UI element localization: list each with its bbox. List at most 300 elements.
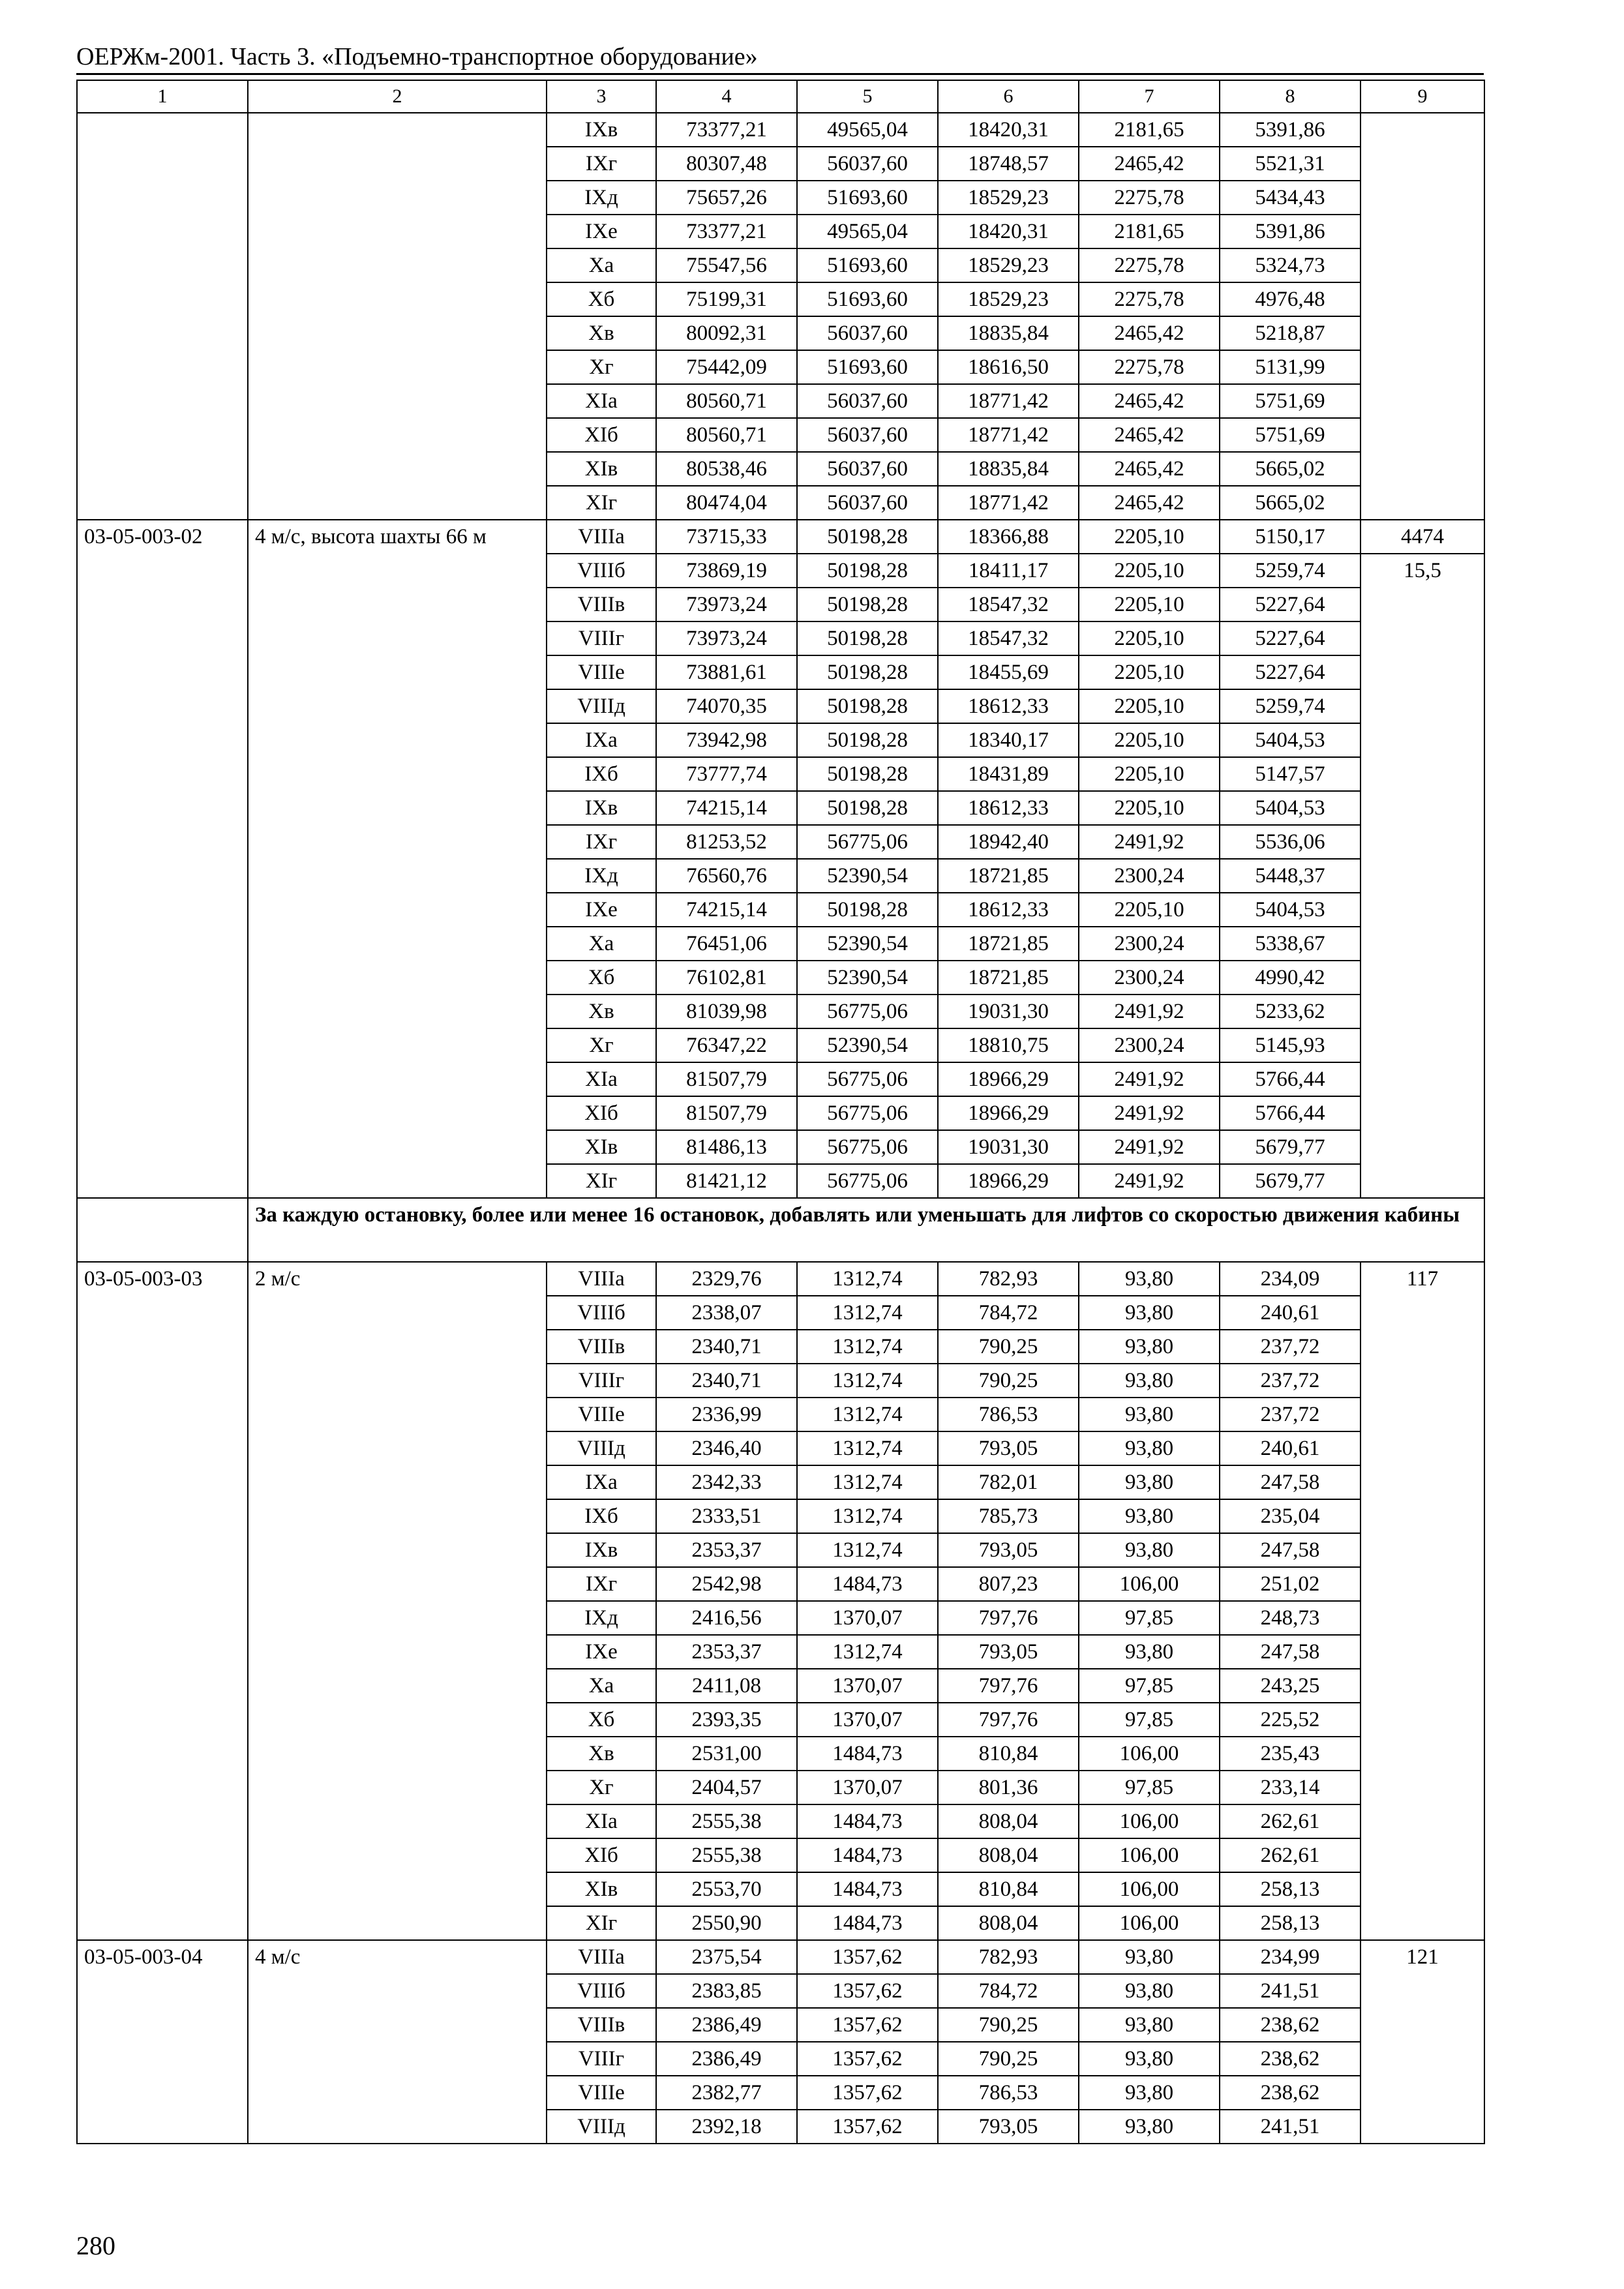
value-cell: 1370,07 [797,1771,938,1804]
value-cell: 2205,10 [1079,520,1220,554]
class-cell: VIIIе [547,2076,656,2110]
value-cell: 240,61 [1220,1431,1361,1465]
value-cell: 18810,75 [938,1028,1079,1062]
value-cell: 1312,74 [797,1330,938,1364]
value-cell: 784,72 [938,1296,1079,1330]
value-cell: 2336,99 [656,1398,797,1431]
column-number-cell: 3 [547,80,656,113]
value-cell: 233,14 [1220,1771,1361,1804]
class-cell: VIIIд [547,1431,656,1465]
table-row [77,113,1484,147]
value-cell: 50198,28 [797,655,938,689]
value-cell: 2205,10 [1079,791,1220,825]
description-cell: 4 м/с [248,1940,547,2144]
value-cell: 2553,70 [656,1872,797,1906]
value-cell: 1370,07 [797,1669,938,1703]
value-cell: 786,53 [938,2076,1079,2110]
value-cell: 56037,60 [797,418,938,452]
value-cell: 2340,71 [656,1364,797,1398]
description-cell: 4 м/с, высота шахты 66 м [248,520,547,1198]
class-cell: Xб [547,961,656,995]
value-cell: 238,62 [1220,2008,1361,2042]
col9-cell: 117 [1361,1262,1484,1940]
value-cell: 1312,74 [797,1364,938,1398]
value-cell: 2491,92 [1079,1130,1220,1164]
code-cell: 03-05-003-02 [77,520,248,1198]
value-cell: 5150,17 [1220,520,1361,554]
value-cell: 18529,23 [938,248,1079,282]
value-cell: 5751,69 [1220,384,1361,418]
value-cell: 106,00 [1079,1872,1220,1906]
value-cell: 2205,10 [1079,689,1220,723]
value-cell: 50198,28 [797,520,938,554]
value-cell: 81253,52 [656,825,797,859]
value-cell: 5338,67 [1220,927,1361,961]
class-cell: XIб [547,1838,656,1872]
value-cell: 808,04 [938,1838,1079,1872]
value-cell: 2491,92 [1079,1062,1220,1096]
value-cell: 2393,35 [656,1703,797,1737]
value-cell: 1312,74 [797,1533,938,1567]
value-cell: 76347,22 [656,1028,797,1062]
value-cell: 2465,42 [1079,316,1220,350]
value-cell: 51693,60 [797,181,938,215]
class-cell: VIIIг [547,621,656,655]
class-cell: Xг [547,1771,656,1804]
value-cell: 50198,28 [797,791,938,825]
value-cell: 18721,85 [938,859,1079,893]
value-cell: 2465,42 [1079,452,1220,486]
value-cell: 5227,64 [1220,621,1361,655]
value-cell: 97,85 [1079,1669,1220,1703]
value-cell: 1312,74 [797,1398,938,1431]
value-cell: 106,00 [1079,1906,1220,1940]
value-cell: 248,73 [1220,1601,1361,1635]
class-cell: VIIIд [547,689,656,723]
value-cell: 80307,48 [656,147,797,181]
value-cell: 782,93 [938,1940,1079,1974]
value-cell: 106,00 [1079,1804,1220,1838]
class-cell: VIIIб [547,554,656,588]
value-cell: 237,72 [1220,1398,1361,1431]
value-cell: 76102,81 [656,961,797,995]
value-cell: 18721,85 [938,927,1079,961]
class-cell: IXд [547,181,656,215]
value-cell: 52390,54 [797,859,938,893]
value-cell: 2465,42 [1079,486,1220,520]
class-cell: IXе [547,215,656,248]
value-cell: 4976,48 [1220,282,1361,316]
value-cell: 18612,33 [938,791,1079,825]
column-number-cell: 5 [797,80,938,113]
value-cell: 50198,28 [797,588,938,621]
value-cell: 80538,46 [656,452,797,486]
value-cell: 93,80 [1079,1330,1220,1364]
value-cell: 49565,04 [797,113,938,147]
value-cell: 5145,93 [1220,1028,1361,1062]
value-cell: 2491,92 [1079,995,1220,1028]
class-cell: VIIIб [547,1974,656,2008]
class-cell: Xв [547,316,656,350]
value-cell: 793,05 [938,2110,1079,2144]
value-cell: 50198,28 [797,621,938,655]
value-cell: 5679,77 [1220,1164,1361,1198]
header-rule [76,73,1484,75]
value-cell: 19031,30 [938,1130,1079,1164]
value-cell: 2205,10 [1079,621,1220,655]
value-cell: 2205,10 [1079,893,1220,927]
value-cell: 262,61 [1220,1838,1361,1872]
class-cell: VIIIв [547,1330,656,1364]
value-cell: 5404,53 [1220,723,1361,757]
value-cell: 247,58 [1220,1465,1361,1499]
column-number-cell: 2 [248,80,547,113]
value-cell: 56775,06 [797,1164,938,1198]
class-cell: Xг [547,1028,656,1062]
value-cell: 18612,33 [938,689,1079,723]
value-cell: 49565,04 [797,215,938,248]
value-cell: 18340,17 [938,723,1079,757]
value-cell: 1484,73 [797,1804,938,1838]
value-cell: 238,62 [1220,2076,1361,2110]
value-cell: 2386,49 [656,2008,797,2042]
value-cell: 2275,78 [1079,350,1220,384]
value-cell: 18721,85 [938,961,1079,995]
class-cell: Xа [547,927,656,961]
value-cell: 56775,06 [797,1096,938,1130]
value-cell: 5766,44 [1220,1062,1361,1096]
class-cell: VIIIг [547,2042,656,2076]
value-cell: 251,02 [1220,1567,1361,1601]
class-cell: VIIIг [547,1364,656,1398]
value-cell: 2491,92 [1079,1164,1220,1198]
value-cell: 2550,90 [656,1906,797,1940]
value-cell: 1370,07 [797,1601,938,1635]
value-cell: 1312,74 [797,1431,938,1465]
class-cell: VIIIб [547,1296,656,1330]
value-cell: 56775,06 [797,825,938,859]
class-cell: VIIIв [547,588,656,621]
table-row [77,1262,1484,1296]
code-cell [77,113,248,520]
value-cell: 18966,29 [938,1062,1079,1096]
value-cell: 2205,10 [1079,723,1220,757]
value-cell: 2416,56 [656,1601,797,1635]
value-cell: 73715,33 [656,520,797,554]
column-number-cell: 7 [1079,80,1220,113]
value-cell: 790,25 [938,2042,1079,2076]
value-cell: 790,25 [938,1330,1079,1364]
value-cell: 50198,28 [797,893,938,927]
class-cell: VIIIа [547,520,656,554]
value-cell: 2300,24 [1079,1028,1220,1062]
value-cell: 258,13 [1220,1906,1361,1940]
class-cell: VIIIе [547,655,656,689]
value-cell: 74070,35 [656,689,797,723]
value-cell: 52390,54 [797,961,938,995]
value-cell: 2404,57 [656,1771,797,1804]
value-cell: 5766,44 [1220,1096,1361,1130]
class-cell: VIIIд [547,2110,656,2144]
value-cell: 18942,40 [938,825,1079,859]
column-number-cell: 1 [77,80,248,113]
value-cell: 93,80 [1079,1296,1220,1330]
value-cell: 782,93 [938,1262,1079,1296]
value-cell: 106,00 [1079,1567,1220,1601]
value-cell: 51693,60 [797,248,938,282]
value-cell: 1357,62 [797,2110,938,2144]
value-cell: 2491,92 [1079,1096,1220,1130]
value-cell: 5521,31 [1220,147,1361,181]
value-cell: 93,80 [1079,2008,1220,2042]
value-cell: 1312,74 [797,1262,938,1296]
value-cell: 18966,29 [938,1164,1079,1198]
value-cell: 793,05 [938,1635,1079,1669]
value-cell: 97,85 [1079,1771,1220,1804]
value-cell: 2375,54 [656,1940,797,1974]
value-cell: 50198,28 [797,757,938,791]
value-cell: 93,80 [1079,1364,1220,1398]
value-cell: 5218,87 [1220,316,1361,350]
value-cell: 18455,69 [938,655,1079,689]
class-cell: XIа [547,1804,656,1838]
value-cell: 2353,37 [656,1635,797,1669]
code-cell: 03-05-003-03 [77,1262,248,1940]
value-cell: 93,80 [1079,1262,1220,1296]
class-cell: VIIIе [547,1398,656,1431]
class-cell: Xв [547,1737,656,1771]
value-cell: 2181,65 [1079,215,1220,248]
class-cell: XIв [547,1130,656,1164]
value-cell: 1484,73 [797,1737,938,1771]
value-cell: 2338,07 [656,1296,797,1330]
value-cell: 56775,06 [797,1130,938,1164]
value-cell: 810,84 [938,1872,1079,1906]
class-cell: XIа [547,384,656,418]
description-cell [248,113,547,520]
value-cell: 241,51 [1220,2110,1361,2144]
value-cell: 93,80 [1079,1499,1220,1533]
value-cell: 1357,62 [797,2008,938,2042]
value-cell: 2382,77 [656,2076,797,2110]
class-cell: IXв [547,1533,656,1567]
code-cell: 03-05-003-04 [77,1940,248,2144]
value-cell: 2465,42 [1079,384,1220,418]
note-row [77,1198,1484,1262]
value-cell: 56775,06 [797,1062,938,1096]
class-cell: IXд [547,1601,656,1635]
value-cell: 793,05 [938,1431,1079,1465]
value-cell: 18547,32 [938,588,1079,621]
value-cell: 262,61 [1220,1804,1361,1838]
value-cell: 93,80 [1079,1635,1220,1669]
value-cell: 93,80 [1079,1533,1220,1567]
class-cell: VIIIа [547,1940,656,1974]
column-number-cell: 6 [938,80,1079,113]
value-cell: 2205,10 [1079,655,1220,689]
value-cell: 5324,73 [1220,248,1361,282]
value-cell: 5233,62 [1220,995,1361,1028]
value-cell: 81421,12 [656,1164,797,1198]
value-cell: 106,00 [1079,1737,1220,1771]
class-cell: VIIIа [547,1262,656,1296]
value-cell: 5665,02 [1220,452,1361,486]
value-cell: 2275,78 [1079,282,1220,316]
class-cell: IXд [547,859,656,893]
value-cell: 75442,09 [656,350,797,384]
value-cell: 93,80 [1079,1940,1220,1974]
value-cell: 1357,62 [797,2076,938,2110]
value-cell: 5404,53 [1220,791,1361,825]
value-cell: 80092,31 [656,316,797,350]
value-cell: 5751,69 [1220,418,1361,452]
value-cell: 74215,14 [656,893,797,927]
value-cell: 81507,79 [656,1062,797,1096]
column-number-row [77,80,1484,113]
class-cell: Xв [547,995,656,1028]
note-empty-cell [77,1198,248,1262]
class-cell: Xг [547,350,656,384]
value-cell: 5391,86 [1220,113,1361,147]
value-cell: 790,25 [938,2008,1079,2042]
value-cell: 2531,00 [656,1737,797,1771]
column-number-cell: 9 [1361,80,1484,113]
value-cell: 225,52 [1220,1703,1361,1737]
value-cell: 74215,14 [656,791,797,825]
value-cell: 93,80 [1079,2110,1220,2144]
value-cell: 73973,24 [656,588,797,621]
value-cell: 807,23 [938,1567,1079,1601]
value-cell: 73881,61 [656,655,797,689]
value-cell: 2275,78 [1079,181,1220,215]
value-cell: 75657,26 [656,181,797,215]
value-cell: 2300,24 [1079,961,1220,995]
value-cell: 75547,56 [656,248,797,282]
class-cell: IXб [547,1499,656,1533]
value-cell: 18411,17 [938,554,1079,588]
value-cell: 56037,60 [797,147,938,181]
value-cell: 1357,62 [797,1940,938,1974]
value-cell: 801,36 [938,1771,1079,1804]
value-cell: 810,84 [938,1737,1079,1771]
value-cell: 2329,76 [656,1262,797,1296]
value-cell: 2411,08 [656,1669,797,1703]
value-cell: 97,85 [1079,1703,1220,1737]
value-cell: 5404,53 [1220,893,1361,927]
value-cell: 93,80 [1079,2076,1220,2110]
value-cell: 18771,42 [938,384,1079,418]
value-cell: 18835,84 [938,316,1079,350]
value-cell: 808,04 [938,1804,1079,1838]
class-cell: Xб [547,1703,656,1737]
value-cell: 786,53 [938,1398,1079,1431]
value-cell: 93,80 [1079,1431,1220,1465]
class-cell: IXв [547,113,656,147]
value-cell: 258,13 [1220,1872,1361,1906]
value-cell: 1312,74 [797,1465,938,1499]
value-cell: 1484,73 [797,1872,938,1906]
value-cell: 18547,32 [938,621,1079,655]
value-cell: 50198,28 [797,554,938,588]
value-cell: 2465,42 [1079,418,1220,452]
value-cell: 73869,19 [656,554,797,588]
value-cell: 19031,30 [938,995,1079,1028]
value-cell: 5131,99 [1220,350,1361,384]
value-cell: 52390,54 [797,1028,938,1062]
value-cell: 2205,10 [1079,554,1220,588]
value-cell: 56037,60 [797,316,938,350]
value-cell: 2555,38 [656,1838,797,1872]
value-cell: 18529,23 [938,181,1079,215]
value-cell: 80474,04 [656,486,797,520]
class-cell: IXб [547,757,656,791]
class-cell: XIв [547,1872,656,1906]
value-cell: 5536,06 [1220,825,1361,859]
value-cell: 56037,60 [797,384,938,418]
value-cell: 81486,13 [656,1130,797,1164]
class-cell: XIа [547,1062,656,1096]
value-cell: 2205,10 [1079,757,1220,791]
value-cell: 240,61 [1220,1296,1361,1330]
value-cell: 797,76 [938,1601,1079,1635]
value-cell: 18616,50 [938,350,1079,384]
value-cell: 56037,60 [797,452,938,486]
table-row [77,520,1484,554]
class-cell: IXе [547,893,656,927]
value-cell: 18420,31 [938,215,1079,248]
col9-cell: 15,5 [1361,554,1484,1198]
value-cell: 241,51 [1220,1974,1361,2008]
value-cell: 81039,98 [656,995,797,1028]
value-cell: 793,05 [938,1533,1079,1567]
value-cell: 784,72 [938,1974,1079,2008]
value-cell: 2300,24 [1079,927,1220,961]
value-cell: 18612,33 [938,893,1079,927]
value-cell: 2342,33 [656,1465,797,1499]
value-cell: 1312,74 [797,1635,938,1669]
col9-cell [1361,113,1484,520]
value-cell: 18748,57 [938,147,1079,181]
value-cell: 52390,54 [797,927,938,961]
page-number: 280 [76,2231,115,2260]
value-cell: 73942,98 [656,723,797,757]
value-cell: 785,73 [938,1499,1079,1533]
value-cell: 18771,42 [938,486,1079,520]
value-cell: 5227,64 [1220,655,1361,689]
value-cell: 247,58 [1220,1635,1361,1669]
class-cell: Xб [547,282,656,316]
value-cell: 4990,42 [1220,961,1361,995]
col9-cell: 121 [1361,1940,1484,2144]
value-cell: 80560,71 [656,384,797,418]
value-cell: 2353,37 [656,1533,797,1567]
value-cell: 18835,84 [938,452,1079,486]
value-cell: 18771,42 [938,418,1079,452]
value-cell: 1312,74 [797,1499,938,1533]
value-cell: 237,72 [1220,1330,1361,1364]
value-cell: 18529,23 [938,282,1079,316]
value-cell: 97,85 [1079,1601,1220,1635]
class-cell: IXг [547,147,656,181]
class-cell: XIб [547,418,656,452]
value-cell: 5391,86 [1220,215,1361,248]
class-cell: XIг [547,1906,656,1940]
value-cell: 808,04 [938,1906,1079,1940]
value-cell: 106,00 [1079,1838,1220,1872]
value-cell: 247,58 [1220,1533,1361,1567]
value-cell: 790,25 [938,1364,1079,1398]
value-cell: 80560,71 [656,418,797,452]
